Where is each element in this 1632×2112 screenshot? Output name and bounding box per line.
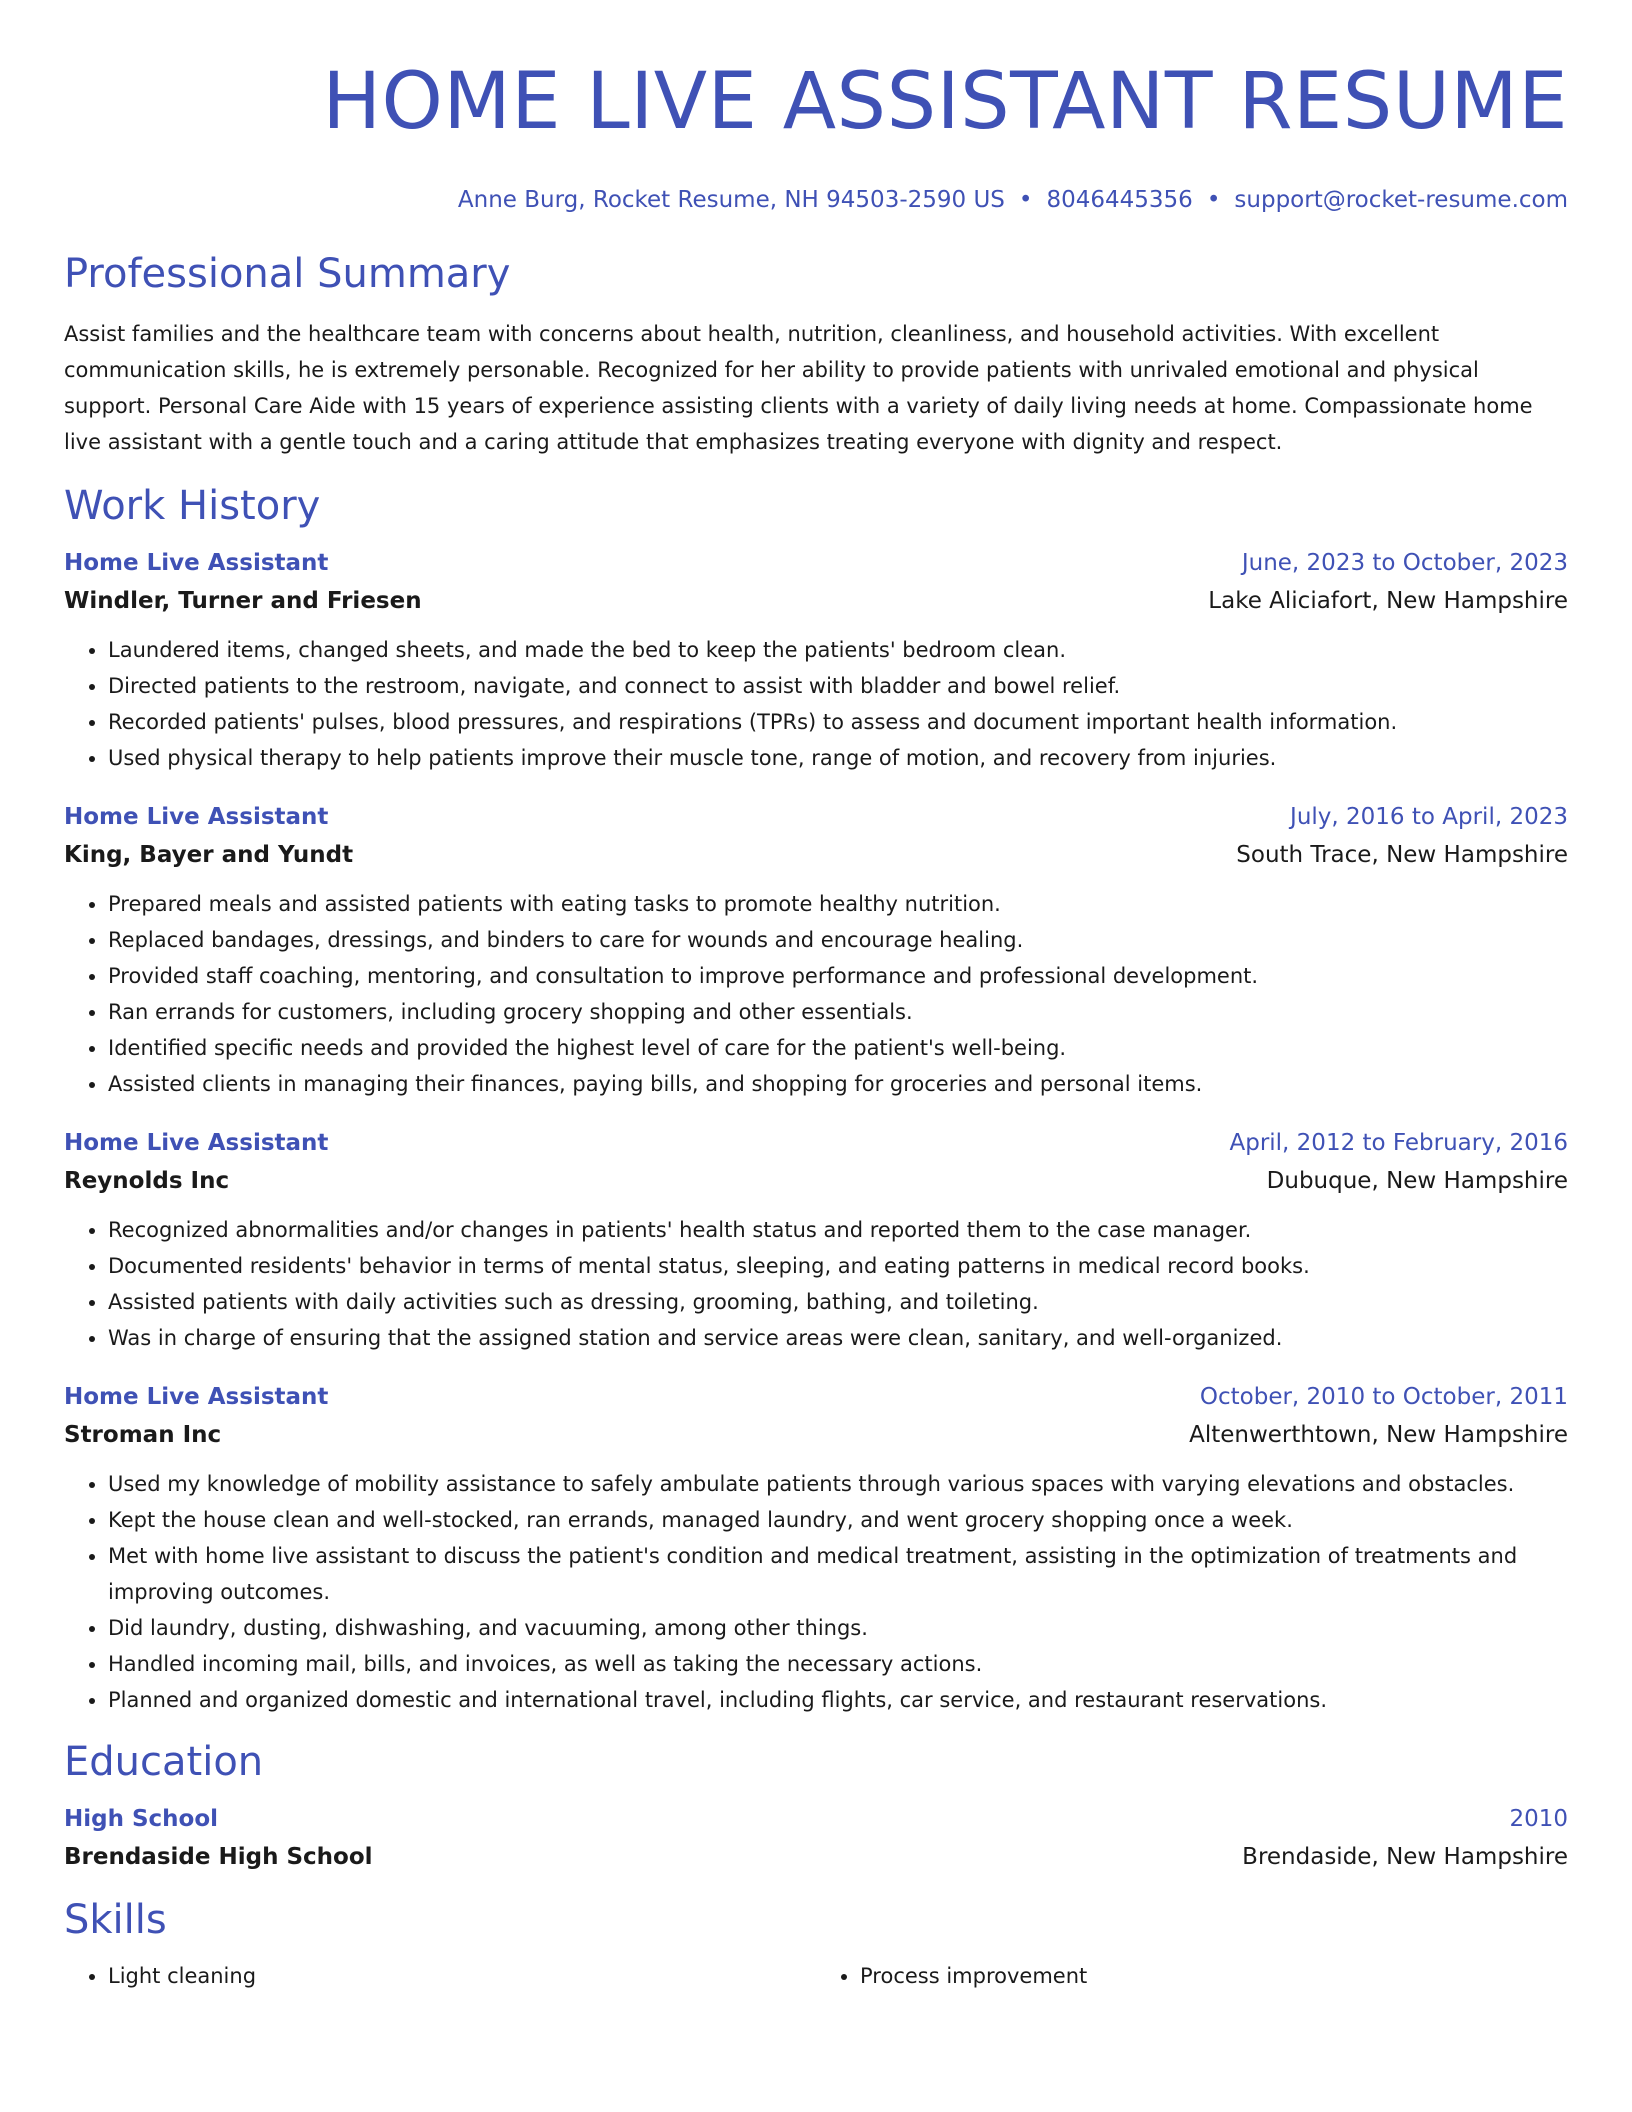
job-bullet: • Identified specific needs and provided the highest level of care for the patient's well-being. — [108, 1030, 1568, 1066]
education-school-row — [64, 1838, 1568, 1876]
job-bullet: • Ran errands for customers, including grocery shopping and other essentials. — [108, 994, 1568, 1030]
contact-line — [64, 184, 1568, 216]
skills-column-left — [64, 1958, 816, 1994]
job-bullet: • Assisted clients in managing their finances, paying bills, and shopping for groceries and personal items. — [108, 1066, 1568, 1102]
job-bullet: • Prepared meals and assisted patients with eating tasks to promote healthy nutrition. — [108, 886, 1568, 922]
skills-grid — [64, 1958, 1568, 1994]
job-bullet: • Directed patients to the restroom, navigate, and connect to assist with bladder and bowel relief. — [108, 668, 1568, 704]
skills-list — [64, 1958, 816, 1994]
contact-address: Anne Burg, Rocket Resume, NH 94503-2590 US — [457, 187, 1005, 213]
job-entry — [64, 544, 1568, 776]
skills-column-right — [816, 1958, 1568, 1994]
job-dates: October, 2010 to October, 2011 — [1199, 1384, 1568, 1410]
job-entry — [64, 1124, 1568, 1356]
job-company-row — [64, 1416, 1568, 1454]
skills-list — [816, 1958, 1568, 1994]
job-bullet: • Kept the house clean and well-stocked, ran errands, managed laundry, and went grocery shopping once a week. — [108, 1502, 1568, 1538]
job-bullet: • Did laundry, dusting, dishwashing, and vacuuming, among other things. — [108, 1610, 1568, 1646]
contact-phone: 8046445356 — [1046, 187, 1193, 213]
job-title: Home Live Assistant — [64, 1130, 329, 1156]
education-heading: Education — [64, 1739, 264, 1785]
job-title-row — [64, 798, 1568, 836]
job-title: Home Live Assistant — [64, 1384, 329, 1410]
job-title-row — [64, 1124, 1568, 1162]
summary-heading: Professional Summary — [64, 251, 511, 297]
education-degree-row — [64, 1800, 1568, 1838]
education-degree: High School — [64, 1806, 219, 1832]
job-bullet: • Planned and organized domestic and international travel, including flights, car service, and restaurant reservations. — [108, 1682, 1568, 1718]
summary-text: Assist families and the healthcare team with concerns about health, nutrition, cleanliness, and household activities. With excellent communication skills, he is extremely personable. Recognized for her ability to provide patients with unrivaled emotional and physical support. Personal Care Aide with 15 years of experience assisting clients with a variety of daily living needs at home. Compassionate home live assistant with a gentle touch and a caring attitude that emphasizes treating everyone with dignity and respect. — [64, 322, 1533, 454]
job-title: Home Live Assistant — [64, 550, 329, 576]
job-bullets — [64, 886, 1568, 1102]
job-company-row — [64, 582, 1568, 620]
resume-title: HOME LIVE ASSISTANT RESUME — [322, 57, 1568, 147]
job-company: Stroman Inc — [64, 1422, 222, 1448]
job-company-row — [64, 836, 1568, 874]
education-year: 2010 — [1509, 1806, 1568, 1832]
job-company-row — [64, 1162, 1568, 1200]
job-bullet: • Met with home live assistant to discuss the patient's condition and medical treatment, assisting in the optimization of treatments and improving outcomes. — [108, 1538, 1568, 1610]
job-company: Reynolds Inc — [64, 1168, 230, 1194]
job-bullet: • Recognized abnormalities and/or changes in patients' health status and reported them to the case manager. — [108, 1212, 1568, 1248]
job-title: Home Live Assistant — [64, 804, 329, 830]
job-entry — [64, 798, 1568, 1102]
job-bullet: • Replaced bandages, dressings, and binders to care for wounds and encourage healing. — [108, 922, 1568, 958]
job-bullets — [64, 1466, 1568, 1718]
job-location: South Trace, New Hampshire — [1236, 842, 1568, 868]
job-bullets — [64, 1212, 1568, 1356]
job-title-row — [64, 544, 1568, 582]
job-bullet: • Used physical therapy to help patients improve their muscle tone, range of motion, and recovery from injuries. — [108, 740, 1568, 776]
contact-email[interactable]: support@rocket-resume.com — [1234, 187, 1568, 213]
education-location: Brendaside, New Hampshire — [1242, 1844, 1568, 1870]
job-dates: July, 2016 to April, 2023 — [1290, 804, 1568, 830]
job-title-row — [64, 1378, 1568, 1416]
education-school: Brendaside High School — [64, 1844, 373, 1870]
job-entry — [64, 1378, 1568, 1718]
skills-heading: Skills — [64, 1897, 167, 1943]
job-bullet: • Laundered items, changed sheets, and made the bed to keep the patients' bedroom clean. — [108, 632, 1568, 668]
job-bullet: • Provided staff coaching, mentoring, and consultation to improve performance and professional development. — [108, 958, 1568, 994]
skill-item: • Light cleaning — [108, 1958, 816, 1994]
job-dates: April, 2012 to February, 2016 — [1229, 1130, 1568, 1156]
job-location: Altenwerthtown, New Hampshire — [1189, 1422, 1568, 1448]
job-bullets — [64, 632, 1568, 776]
job-bullet: • Was in charge of ensuring that the assigned station and service areas were clean, sanitary, and well-organized. — [108, 1320, 1568, 1356]
job-bullet: • Recorded patients' pulses, blood pressures, and respirations (TPRs) to assess and document important health information. — [108, 704, 1568, 740]
education-entry — [64, 1800, 1568, 1876]
job-bullet: • Documented residents' behavior in terms of mental status, sleeping, and eating patterns in medical record books. — [108, 1248, 1568, 1284]
bullet-separator: • — [1206, 187, 1221, 213]
job-company: King, Bayer and Yundt — [64, 842, 354, 868]
job-bullet: • Handled incoming mail, bills, and invoices, as well as taking the necessary actions. — [108, 1646, 1568, 1682]
work-history-heading: Work History — [64, 483, 321, 529]
job-bullet: • Used my knowledge of mobility assistance to safely ambulate patients through various spaces with varying elevations and obstacles. — [108, 1466, 1568, 1502]
skill-item: • Process improvement — [860, 1958, 1568, 1994]
job-dates: June, 2023 to October, 2023 — [1241, 550, 1568, 576]
job-location: Dubuque, New Hampshire — [1266, 1168, 1568, 1194]
job-location: Lake Aliciafort, New Hampshire — [1208, 588, 1568, 614]
bullet-separator: • — [1018, 187, 1033, 213]
job-company: Windler, Turner and Friesen — [64, 588, 422, 614]
job-bullet: • Assisted patients with daily activities such as dressing, grooming, bathing, and toileting. — [108, 1284, 1568, 1320]
